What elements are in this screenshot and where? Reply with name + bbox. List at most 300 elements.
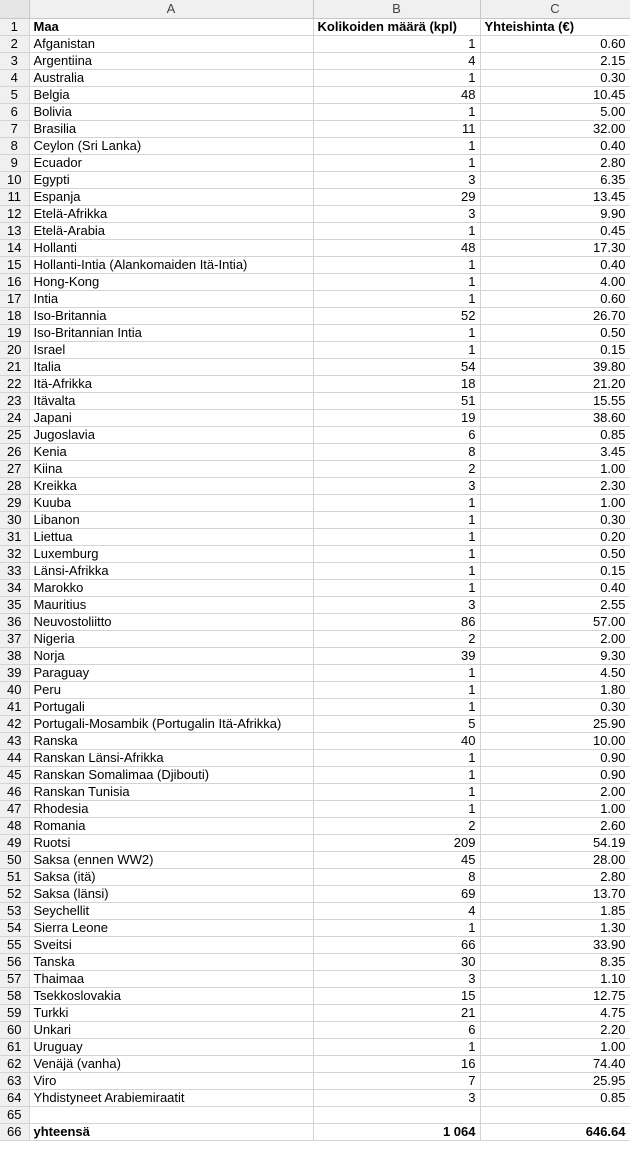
country-cell[interactable]: Libanon (29, 512, 313, 529)
price-cell[interactable]: 25.95 (480, 1073, 630, 1090)
row-number[interactable]: 64 (0, 1090, 29, 1107)
price-cell[interactable]: 38.60 (480, 410, 630, 427)
price-cell[interactable]: 25.90 (480, 716, 630, 733)
price-cell[interactable]: 0.50 (480, 546, 630, 563)
table-row (0, 580, 630, 597)
row-number[interactable]: 16 (0, 274, 29, 291)
row-number[interactable]: 6 (0, 104, 29, 121)
table-row (0, 70, 630, 87)
count-cell[interactable]: 1 (313, 767, 480, 784)
price-cell[interactable]: 2.80 (480, 869, 630, 886)
price-cell[interactable]: 2.30 (480, 478, 630, 495)
country-cell[interactable]: Viro (29, 1073, 313, 1090)
row-number[interactable]: 50 (0, 852, 29, 869)
table-row (0, 325, 630, 342)
count-cell[interactable]: 6 (313, 427, 480, 444)
price-cell[interactable]: 28.00 (480, 852, 630, 869)
price-cell[interactable]: 0.85 (480, 1090, 630, 1107)
count-cell[interactable]: 48 (313, 87, 480, 104)
row-number[interactable]: 19 (0, 325, 29, 342)
country-cell[interactable]: Portugali (29, 699, 313, 716)
country-cell[interactable]: Etelä-Arabia (29, 223, 313, 240)
count-cell[interactable]: 18 (313, 376, 480, 393)
row-number[interactable]: 59 (0, 1005, 29, 1022)
row-number[interactable]: 13 (0, 223, 29, 240)
country-cell[interactable]: Ranskan Somalimaa (Djibouti) (29, 767, 313, 784)
price-cell[interactable]: 33.90 (480, 937, 630, 954)
price-cell[interactable]: 10.45 (480, 87, 630, 104)
country-cell[interactable]: Italia (29, 359, 313, 376)
price-cell[interactable]: 9.30 (480, 648, 630, 665)
table-row (0, 1005, 630, 1022)
price-cell[interactable]: 0.30 (480, 512, 630, 529)
row-number[interactable]: 45 (0, 767, 29, 784)
country-cell[interactable]: Iso-Britannian Intia (29, 325, 313, 342)
count-cell[interactable]: 1 (313, 699, 480, 716)
price-cell[interactable]: 4.00 (480, 274, 630, 291)
table-row (0, 954, 630, 971)
price-cell[interactable]: 1.00 (480, 461, 630, 478)
count-cell[interactable]: 16 (313, 1056, 480, 1073)
price-cell[interactable] (480, 1107, 630, 1124)
total-price-cell[interactable]: 646.64 (480, 1124, 630, 1141)
country-cell[interactable]: Argentiina (29, 53, 313, 70)
row-number[interactable]: 54 (0, 920, 29, 937)
count-cell[interactable]: 1 (313, 563, 480, 580)
country-cell[interactable]: Peru (29, 682, 313, 699)
row-number[interactable]: 32 (0, 546, 29, 563)
row-number[interactable]: 46 (0, 784, 29, 801)
row-number[interactable]: 33 (0, 563, 29, 580)
count-cell[interactable]: 19 (313, 410, 480, 427)
count-cell[interactable]: 15 (313, 988, 480, 1005)
count-cell[interactable]: 1 (313, 223, 480, 240)
country-cell[interactable]: Unkari (29, 1022, 313, 1039)
price-cell[interactable]: 1.30 (480, 920, 630, 937)
count-cell[interactable]: 1 (313, 495, 480, 512)
price-cell[interactable]: 74.40 (480, 1056, 630, 1073)
total-count-cell[interactable]: 1 064 (313, 1124, 480, 1141)
price-cell[interactable]: 13.45 (480, 189, 630, 206)
row-number[interactable]: 5 (0, 87, 29, 104)
row-number[interactable]: 35 (0, 597, 29, 614)
price-cell[interactable]: 57.00 (480, 614, 630, 631)
country-cell[interactable]: Ecuador (29, 155, 313, 172)
country-cell[interactable]: Kuuba (29, 495, 313, 512)
country-cell[interactable]: Paraguay (29, 665, 313, 682)
price-cell[interactable]: 0.45 (480, 223, 630, 240)
table-row (0, 852, 630, 869)
price-cell[interactable]: 13.70 (480, 886, 630, 903)
count-cell[interactable]: 1 (313, 580, 480, 597)
table-row (0, 529, 630, 546)
row-number[interactable]: 47 (0, 801, 29, 818)
count-cell[interactable]: 3 (313, 1090, 480, 1107)
row-number[interactable]: 37 (0, 631, 29, 648)
country-cell[interactable]: Mauritius (29, 597, 313, 614)
table-row (0, 903, 630, 920)
header-cell-country[interactable]: Maa (29, 19, 313, 36)
select-all-corner[interactable] (0, 0, 29, 19)
price-cell[interactable]: 5.00 (480, 104, 630, 121)
country-cell[interactable]: Ranska (29, 733, 313, 750)
column-header-a[interactable]: A (29, 0, 313, 19)
row-number[interactable]: 60 (0, 1022, 29, 1039)
count-cell[interactable]: 8 (313, 444, 480, 461)
table-row (0, 886, 630, 903)
price-cell[interactable]: 1.85 (480, 903, 630, 920)
price-cell[interactable]: 0.30 (480, 70, 630, 87)
price-cell[interactable]: 26.70 (480, 308, 630, 325)
count-cell[interactable]: 3 (313, 597, 480, 614)
country-cell[interactable]: Länsi-Afrikka (29, 563, 313, 580)
table-row (0, 359, 630, 376)
price-cell[interactable]: 3.45 (480, 444, 630, 461)
country-cell[interactable]: Israel (29, 342, 313, 359)
row-number[interactable]: 30 (0, 512, 29, 529)
table-row (0, 1056, 630, 1073)
table-row (0, 801, 630, 818)
count-cell[interactable]: 1 (313, 529, 480, 546)
total-label-cell[interactable]: yhteensä (29, 1124, 313, 1141)
price-cell[interactable]: 0.40 (480, 580, 630, 597)
count-cell[interactable]: 1 (313, 325, 480, 342)
price-cell[interactable]: 15.55 (480, 393, 630, 410)
price-cell[interactable]: 0.60 (480, 291, 630, 308)
price-cell[interactable]: 2.00 (480, 784, 630, 801)
country-cell[interactable]: Seychellit (29, 903, 313, 920)
price-cell[interactable]: 0.40 (480, 257, 630, 274)
table-row (0, 682, 630, 699)
table-row (0, 53, 630, 70)
count-cell[interactable]: 48 (313, 240, 480, 257)
price-cell[interactable]: 0.20 (480, 529, 630, 546)
country-cell[interactable]: Hong-Kong (29, 274, 313, 291)
count-cell[interactable]: 1 (313, 104, 480, 121)
price-cell[interactable]: 12.75 (480, 988, 630, 1005)
row-number[interactable]: 65 (0, 1107, 29, 1124)
price-cell[interactable]: 21.20 (480, 376, 630, 393)
country-cell[interactable]: Tsekkoslovakia (29, 988, 313, 1005)
country-cell[interactable]: Nigeria (29, 631, 313, 648)
country-cell[interactable] (29, 1107, 313, 1124)
price-cell[interactable]: 1.00 (480, 1039, 630, 1056)
price-cell[interactable]: 1.00 (480, 495, 630, 512)
row-number[interactable]: 34 (0, 580, 29, 597)
count-cell[interactable]: 3 (313, 172, 480, 189)
country-cell[interactable]: Marokko (29, 580, 313, 597)
count-cell[interactable]: 21 (313, 1005, 480, 1022)
country-cell[interactable]: Saksa (itä) (29, 869, 313, 886)
table-row (0, 155, 630, 172)
row-number[interactable]: 1 (0, 19, 29, 36)
price-cell[interactable]: 2.80 (480, 155, 630, 172)
row-number[interactable]: 53 (0, 903, 29, 920)
row-number[interactable]: 27 (0, 461, 29, 478)
count-cell[interactable]: 3 (313, 971, 480, 988)
price-cell[interactable]: 6.35 (480, 172, 630, 189)
row-number[interactable]: 10 (0, 172, 29, 189)
country-cell[interactable]: Norja (29, 648, 313, 665)
count-cell[interactable]: 1 (313, 138, 480, 155)
country-cell[interactable]: Ceylon (Sri Lanka) (29, 138, 313, 155)
count-cell[interactable]: 4 (313, 903, 480, 920)
price-cell[interactable]: 2.60 (480, 818, 630, 835)
table-row (0, 512, 630, 529)
price-cell[interactable]: 0.30 (480, 699, 630, 716)
country-cell[interactable]: Neuvostoliitto (29, 614, 313, 631)
table-row (0, 1022, 630, 1039)
count-cell[interactable]: 1 (313, 291, 480, 308)
table-row (0, 937, 630, 954)
price-cell[interactable]: 0.15 (480, 342, 630, 359)
price-cell[interactable]: 0.15 (480, 563, 630, 580)
count-cell[interactable]: 1 (313, 682, 480, 699)
count-cell[interactable]: 39 (313, 648, 480, 665)
country-cell[interactable]: Hollanti (29, 240, 313, 257)
price-cell[interactable]: 2.00 (480, 631, 630, 648)
country-cell[interactable]: Ruotsi (29, 835, 313, 852)
count-cell[interactable]: 54 (313, 359, 480, 376)
row-number[interactable]: 25 (0, 427, 29, 444)
count-cell[interactable]: 1 (313, 36, 480, 53)
country-cell[interactable]: Egypti (29, 172, 313, 189)
row-number[interactable]: 51 (0, 869, 29, 886)
price-cell[interactable]: 2.15 (480, 53, 630, 70)
table-row (0, 240, 630, 257)
count-cell[interactable]: 209 (313, 835, 480, 852)
country-cell[interactable]: Portugali-Mosambik (Portugalin Itä-Afrikka) (29, 716, 313, 733)
price-cell[interactable]: 54.19 (480, 835, 630, 852)
count-cell[interactable]: 1 (313, 1039, 480, 1056)
row-number[interactable]: 8 (0, 138, 29, 155)
country-cell[interactable]: Itä-Afrikka (29, 376, 313, 393)
count-cell[interactable]: 1 (313, 784, 480, 801)
row-number[interactable]: 3 (0, 53, 29, 70)
row-number[interactable]: 49 (0, 835, 29, 852)
row-number[interactable]: 2 (0, 36, 29, 53)
row-number[interactable]: 36 (0, 614, 29, 631)
row-number[interactable]: 52 (0, 886, 29, 903)
count-cell[interactable]: 1 (313, 920, 480, 937)
country-cell[interactable]: Brasilia (29, 121, 313, 138)
price-cell[interactable]: 1.00 (480, 801, 630, 818)
row-number[interactable]: 24 (0, 410, 29, 427)
price-cell[interactable]: 4.75 (480, 1005, 630, 1022)
country-cell[interactable]: Itävalta (29, 393, 313, 410)
row-number[interactable]: 48 (0, 818, 29, 835)
count-cell[interactable]: 2 (313, 461, 480, 478)
price-cell[interactable]: 10.00 (480, 733, 630, 750)
price-cell[interactable]: 39.80 (480, 359, 630, 376)
row-number[interactable]: 41 (0, 699, 29, 716)
count-cell[interactable]: 1 (313, 342, 480, 359)
count-cell[interactable]: 6 (313, 1022, 480, 1039)
row-number[interactable]: 9 (0, 155, 29, 172)
count-cell[interactable]: 2 (313, 631, 480, 648)
row-number[interactable]: 29 (0, 495, 29, 512)
table-row (0, 410, 630, 427)
row-number[interactable]: 17 (0, 291, 29, 308)
count-cell[interactable]: 51 (313, 393, 480, 410)
price-cell[interactable]: 4.50 (480, 665, 630, 682)
count-cell[interactable]: 3 (313, 478, 480, 495)
count-cell[interactable] (313, 1107, 480, 1124)
price-cell[interactable]: 1.10 (480, 971, 630, 988)
country-cell[interactable]: Sierra Leone (29, 920, 313, 937)
count-cell[interactable]: 1 (313, 70, 480, 87)
price-cell[interactable]: 1.80 (480, 682, 630, 699)
row-number[interactable]: 7 (0, 121, 29, 138)
row-number[interactable]: 61 (0, 1039, 29, 1056)
row-number[interactable]: 58 (0, 988, 29, 1005)
country-cell[interactable]: Turkki (29, 1005, 313, 1022)
price-cell[interactable]: 9.90 (480, 206, 630, 223)
table-row (0, 104, 630, 121)
price-cell[interactable]: 0.90 (480, 767, 630, 784)
count-cell[interactable]: 86 (313, 614, 480, 631)
country-cell[interactable]: Iso-Britannia (29, 308, 313, 325)
price-cell[interactable]: 0.40 (480, 138, 630, 155)
row-number[interactable]: 66 (0, 1124, 29, 1141)
row-number[interactable]: 14 (0, 240, 29, 257)
table-row (0, 291, 630, 308)
count-cell[interactable]: 45 (313, 852, 480, 869)
count-cell[interactable]: 1 (313, 750, 480, 767)
row-number[interactable]: 38 (0, 648, 29, 665)
table-row (0, 257, 630, 274)
country-cell[interactable]: Hollanti-Intia (Alankomaiden Itä-Intia) (29, 257, 313, 274)
count-cell[interactable]: 3 (313, 206, 480, 223)
country-cell[interactable]: Japani (29, 410, 313, 427)
price-cell[interactable]: 0.60 (480, 36, 630, 53)
country-cell[interactable]: Etelä-Afrikka (29, 206, 313, 223)
row-number[interactable]: 11 (0, 189, 29, 206)
count-cell[interactable]: 11 (313, 121, 480, 138)
table-row (0, 1090, 630, 1107)
count-cell[interactable]: 29 (313, 189, 480, 206)
row-number[interactable]: 55 (0, 937, 29, 954)
header-cell-price[interactable]: Yhteishinta (€) (480, 19, 630, 36)
count-cell[interactable]: 1 (313, 801, 480, 818)
country-cell[interactable]: Kenia (29, 444, 313, 461)
row-number[interactable]: 63 (0, 1073, 29, 1090)
country-cell[interactable]: Sveitsi (29, 937, 313, 954)
price-cell[interactable]: 17.30 (480, 240, 630, 257)
row-number[interactable]: 39 (0, 665, 29, 682)
country-cell[interactable]: Intia (29, 291, 313, 308)
count-cell[interactable]: 1 (313, 665, 480, 682)
country-cell[interactable]: Uruguay (29, 1039, 313, 1056)
row-number[interactable]: 20 (0, 342, 29, 359)
country-cell[interactable]: Luxemburg (29, 546, 313, 563)
count-cell[interactable]: 4 (313, 53, 480, 70)
row-number[interactable]: 56 (0, 954, 29, 971)
count-cell[interactable]: 69 (313, 886, 480, 903)
price-cell[interactable]: 8.35 (480, 954, 630, 971)
row-number[interactable]: 4 (0, 70, 29, 87)
country-cell[interactable]: Bolivia (29, 104, 313, 121)
country-cell[interactable]: Espanja (29, 189, 313, 206)
table-row (0, 138, 630, 155)
row-number[interactable]: 62 (0, 1056, 29, 1073)
header-cell-count[interactable]: Kolikoiden määrä (kpl) (313, 19, 480, 36)
price-cell[interactable]: 0.50 (480, 325, 630, 342)
count-cell[interactable]: 2 (313, 818, 480, 835)
country-cell[interactable]: Rhodesia (29, 801, 313, 818)
row-number[interactable]: 44 (0, 750, 29, 767)
total-row (0, 1124, 630, 1141)
country-cell[interactable]: Romania (29, 818, 313, 835)
country-cell[interactable]: Liettua (29, 529, 313, 546)
row-number[interactable]: 15 (0, 257, 29, 274)
count-cell[interactable]: 40 (313, 733, 480, 750)
count-cell[interactable]: 5 (313, 716, 480, 733)
row-number[interactable]: 21 (0, 359, 29, 376)
count-cell[interactable]: 1 (313, 155, 480, 172)
table-row (0, 563, 630, 580)
count-cell[interactable]: 7 (313, 1073, 480, 1090)
count-cell[interactable]: 1 (313, 274, 480, 291)
count-cell[interactable]: 8 (313, 869, 480, 886)
table-row (0, 546, 630, 563)
table-row (0, 342, 630, 359)
count-cell[interactable]: 30 (313, 954, 480, 971)
row-number[interactable]: 28 (0, 478, 29, 495)
row-number[interactable]: 40 (0, 682, 29, 699)
price-cell[interactable]: 0.85 (480, 427, 630, 444)
table-row (0, 444, 630, 461)
country-cell[interactable]: Tanska (29, 954, 313, 971)
price-cell[interactable]: 0.90 (480, 750, 630, 767)
count-cell[interactable]: 1 (313, 512, 480, 529)
country-cell[interactable]: Jugoslavia (29, 427, 313, 444)
row-number[interactable]: 42 (0, 716, 29, 733)
country-cell[interactable]: Ranskan Tunisia (29, 784, 313, 801)
country-cell[interactable]: Ranskan Länsi-Afrikka (29, 750, 313, 767)
row-number[interactable]: 23 (0, 393, 29, 410)
country-cell[interactable]: Belgia (29, 87, 313, 104)
price-cell[interactable]: 2.55 (480, 597, 630, 614)
count-cell[interactable]: 66 (313, 937, 480, 954)
row-number[interactable]: 43 (0, 733, 29, 750)
row-number[interactable]: 12 (0, 206, 29, 223)
country-cell[interactable]: Yhdistyneet Arabiemiraatit (29, 1090, 313, 1107)
price-cell[interactable]: 2.20 (480, 1022, 630, 1039)
row-number[interactable]: 57 (0, 971, 29, 988)
row-number[interactable]: 18 (0, 308, 29, 325)
country-cell[interactable]: Thaimaa (29, 971, 313, 988)
column-header-c[interactable]: C (480, 0, 630, 19)
country-cell[interactable]: Saksa (länsi) (29, 886, 313, 903)
table-row (0, 597, 630, 614)
row-number[interactable]: 26 (0, 444, 29, 461)
table-row (0, 461, 630, 478)
count-cell[interactable]: 1 (313, 257, 480, 274)
country-cell[interactable]: Afganistan (29, 36, 313, 53)
price-cell[interactable]: 32.00 (480, 121, 630, 138)
count-cell[interactable]: 1 (313, 546, 480, 563)
country-cell[interactable]: Australia (29, 70, 313, 87)
count-cell[interactable]: 52 (313, 308, 480, 325)
row-number[interactable]: 22 (0, 376, 29, 393)
column-header-b[interactable]: B (313, 0, 480, 19)
country-cell[interactable]: Venäjä (vanha) (29, 1056, 313, 1073)
country-cell[interactable]: Saksa (ennen WW2) (29, 852, 313, 869)
country-cell[interactable]: Kiina (29, 461, 313, 478)
row-number[interactable]: 31 (0, 529, 29, 546)
country-cell[interactable]: Kreikka (29, 478, 313, 495)
